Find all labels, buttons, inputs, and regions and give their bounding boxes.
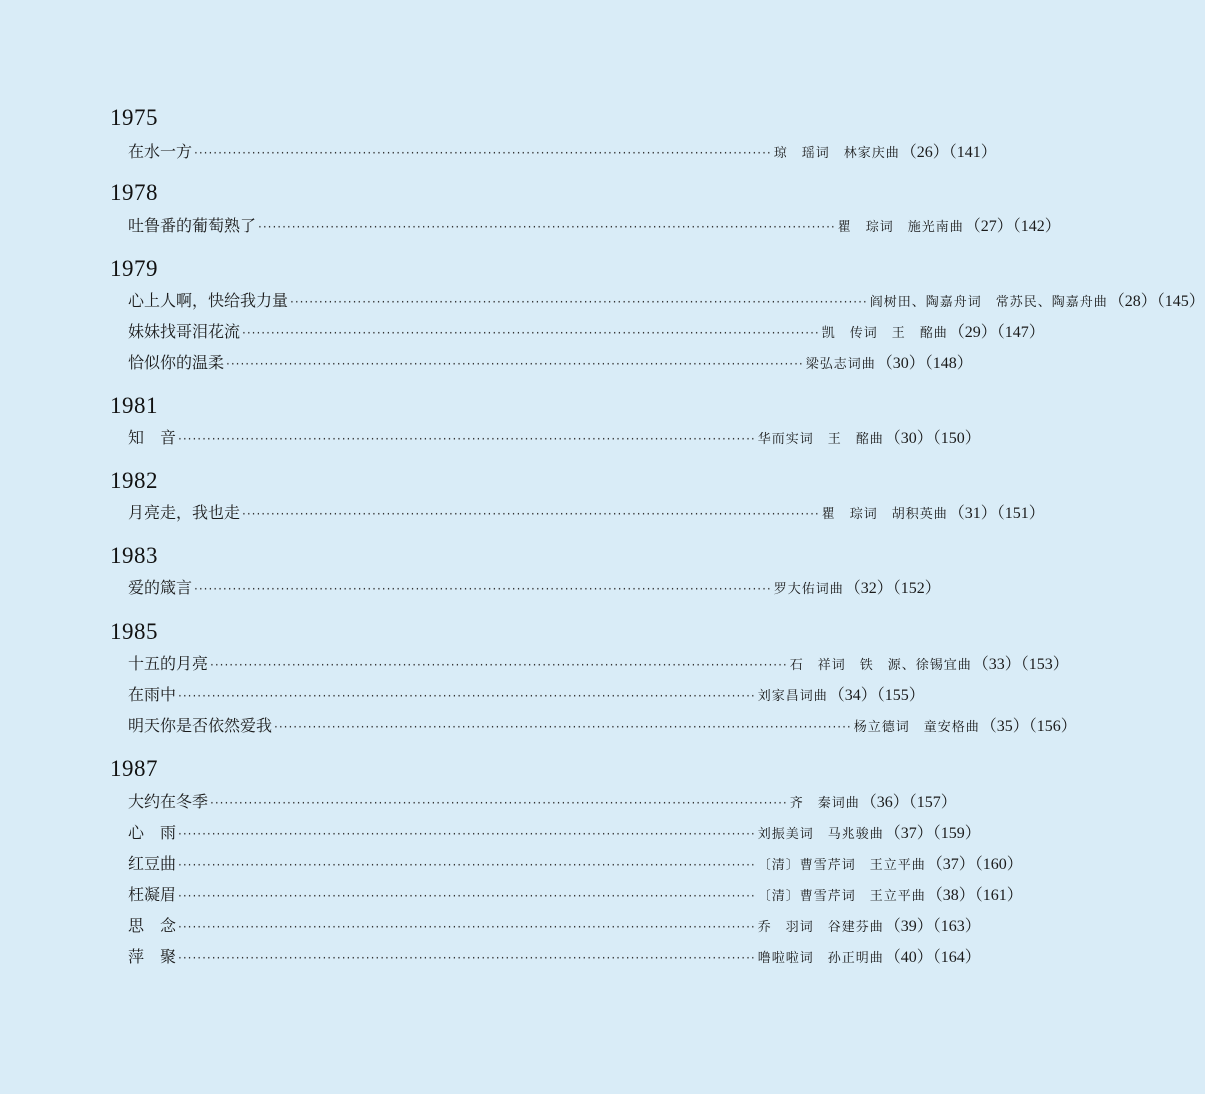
dot-leader: ························································································································ (258, 220, 836, 234)
page-numbers: （30）（148） (876, 355, 973, 372)
dot-leader: ························································································································ (290, 295, 868, 309)
lyricist-composer-credit: 瞿 琮词 胡积英曲 (821, 507, 948, 522)
dot-leader: ························································································································ (178, 827, 756, 841)
page-numbers: （35）（156） (980, 718, 1077, 735)
song-title: 红豆曲 (128, 854, 177, 873)
lyricist-composer-credit: 瞿 琮词 施光南曲 (837, 220, 964, 235)
song-title: 萍 聚 (128, 947, 177, 966)
song-title: 枉凝眉 (128, 885, 177, 904)
page-numbers: （39）（163） (884, 918, 981, 935)
page-numbers: （30）（150） (884, 430, 981, 447)
page-numbers: （38）（161） (926, 887, 1023, 904)
song-title: 恰似你的温柔 (128, 353, 225, 372)
toc-entry[interactable] (128, 290, 1205, 312)
lyricist-composer-credit: 噜啦啦词 孙正明曲 (757, 951, 884, 966)
lyricist-composer-credit: 刘振美词 马兆骏曲 (757, 827, 884, 842)
dot-leader: ························································································································ (242, 326, 820, 340)
page-numbers: （37）（159） (884, 825, 981, 842)
year-heading: 1985 (110, 619, 158, 644)
dot-leader: ························································································································ (194, 146, 772, 160)
page-numbers: （36）（157） (860, 794, 957, 811)
dot-leader: ························································································································ (178, 432, 756, 446)
year-heading: 1979 (110, 256, 158, 281)
lyricist-composer-credit: 石 祥词 铁 源、徐锡宜曲 (789, 658, 972, 673)
toc-entry[interactable] (128, 215, 1061, 237)
toc-entry[interactable] (128, 321, 1045, 343)
page-numbers: （31）（151） (948, 505, 1045, 522)
toc-entry[interactable] (128, 352, 973, 374)
dot-leader: ························································································································ (178, 951, 756, 965)
dot-leader: ························································································································ (194, 582, 772, 596)
lyricist-composer-credit: 杨立德词 童安格曲 (853, 720, 980, 735)
toc-entry[interactable] (128, 141, 997, 163)
toc-entry[interactable] (128, 822, 981, 844)
toc-entry[interactable] (128, 853, 1023, 875)
dot-leader: ························································································································ (178, 920, 756, 934)
song-title: 十五的月亮 (128, 654, 209, 673)
toc-entry[interactable] (128, 884, 1023, 906)
song-title: 在雨中 (128, 685, 177, 704)
song-title: 在水一方 (128, 142, 193, 161)
dot-leader: ························································································································ (178, 889, 756, 903)
lyricist-composer-credit: 华而实词 王 酩曲 (757, 432, 884, 447)
lyricist-composer-credit: 阎树田、陶嘉舟词 常苏民、陶嘉舟曲 (869, 295, 1108, 310)
dot-leader: ························································································································ (178, 858, 756, 872)
page-numbers: （32）（152） (844, 580, 941, 597)
toc-entry[interactable] (128, 684, 925, 706)
lyricist-composer-credit: 〔清〕曹雪芹词 王立平曲 (757, 858, 926, 873)
year-heading: 1981 (110, 393, 158, 418)
song-title: 爱的箴言 (128, 578, 193, 597)
toc-entry[interactable] (128, 427, 981, 449)
song-title: 思 念 (128, 916, 177, 935)
toc-entry[interactable] (128, 502, 1045, 524)
toc-entry[interactable] (128, 791, 957, 813)
song-title: 知 音 (128, 428, 177, 447)
lyricist-composer-credit: 琼 瑶词 林家庆曲 (773, 146, 900, 161)
toc-entry[interactable] (128, 577, 941, 599)
lyricist-composer-credit: 罗大佑词曲 (773, 582, 844, 597)
lyricist-composer-credit: 梁弘志词曲 (805, 357, 876, 372)
toc-entry[interactable] (128, 653, 1069, 675)
page-numbers: （27）（142） (964, 218, 1061, 235)
lyricist-composer-credit: 刘家昌词曲 (757, 689, 828, 704)
song-title: 心上人啊，快给我力量 (128, 291, 289, 310)
toc-entry[interactable] (128, 715, 1077, 737)
page-numbers: （29）（147） (948, 324, 1045, 341)
lyricist-composer-credit: 〔清〕曹雪芹词 王立平曲 (757, 889, 926, 904)
dot-leader: ························································································································ (178, 689, 756, 703)
page-numbers: （34）（155） (828, 687, 925, 704)
dot-leader: ························································································································ (210, 796, 788, 810)
toc-entry[interactable] (128, 915, 981, 937)
lyricist-composer-credit: 乔 羽词 谷建芬曲 (757, 920, 884, 935)
song-title: 月亮走，我也走 (128, 503, 241, 522)
toc-entry[interactable] (128, 946, 981, 968)
dot-leader: ························································································································ (226, 357, 804, 371)
song-title: 明天你是否依然爱我 (128, 716, 273, 735)
dot-leader: ························································································································ (242, 507, 820, 521)
year-heading: 1987 (110, 756, 158, 781)
page-numbers: （40）（164） (884, 949, 981, 966)
year-heading: 1983 (110, 543, 158, 568)
song-title: 妹妹找哥泪花流 (128, 322, 241, 341)
page-numbers: （28）（145） (1108, 293, 1205, 310)
song-title: 心 雨 (128, 823, 177, 842)
song-title: 大约在冬季 (128, 792, 209, 811)
lyricist-composer-credit: 凯 传词 王 酩曲 (821, 326, 948, 341)
year-heading: 1975 (110, 105, 158, 130)
page-numbers: （37）（160） (926, 856, 1023, 873)
page-numbers: （33）（153） (972, 656, 1069, 673)
page-numbers: （26）（141） (900, 144, 997, 161)
year-heading: 1978 (110, 180, 158, 205)
dot-leader: ························································································································ (210, 658, 788, 672)
song-title: 吐鲁番的葡萄熟了 (128, 216, 257, 235)
year-heading: 1982 (110, 468, 158, 493)
lyricist-composer-credit: 齐 秦词曲 (789, 796, 860, 811)
dot-leader: ························································································································ (274, 720, 852, 734)
